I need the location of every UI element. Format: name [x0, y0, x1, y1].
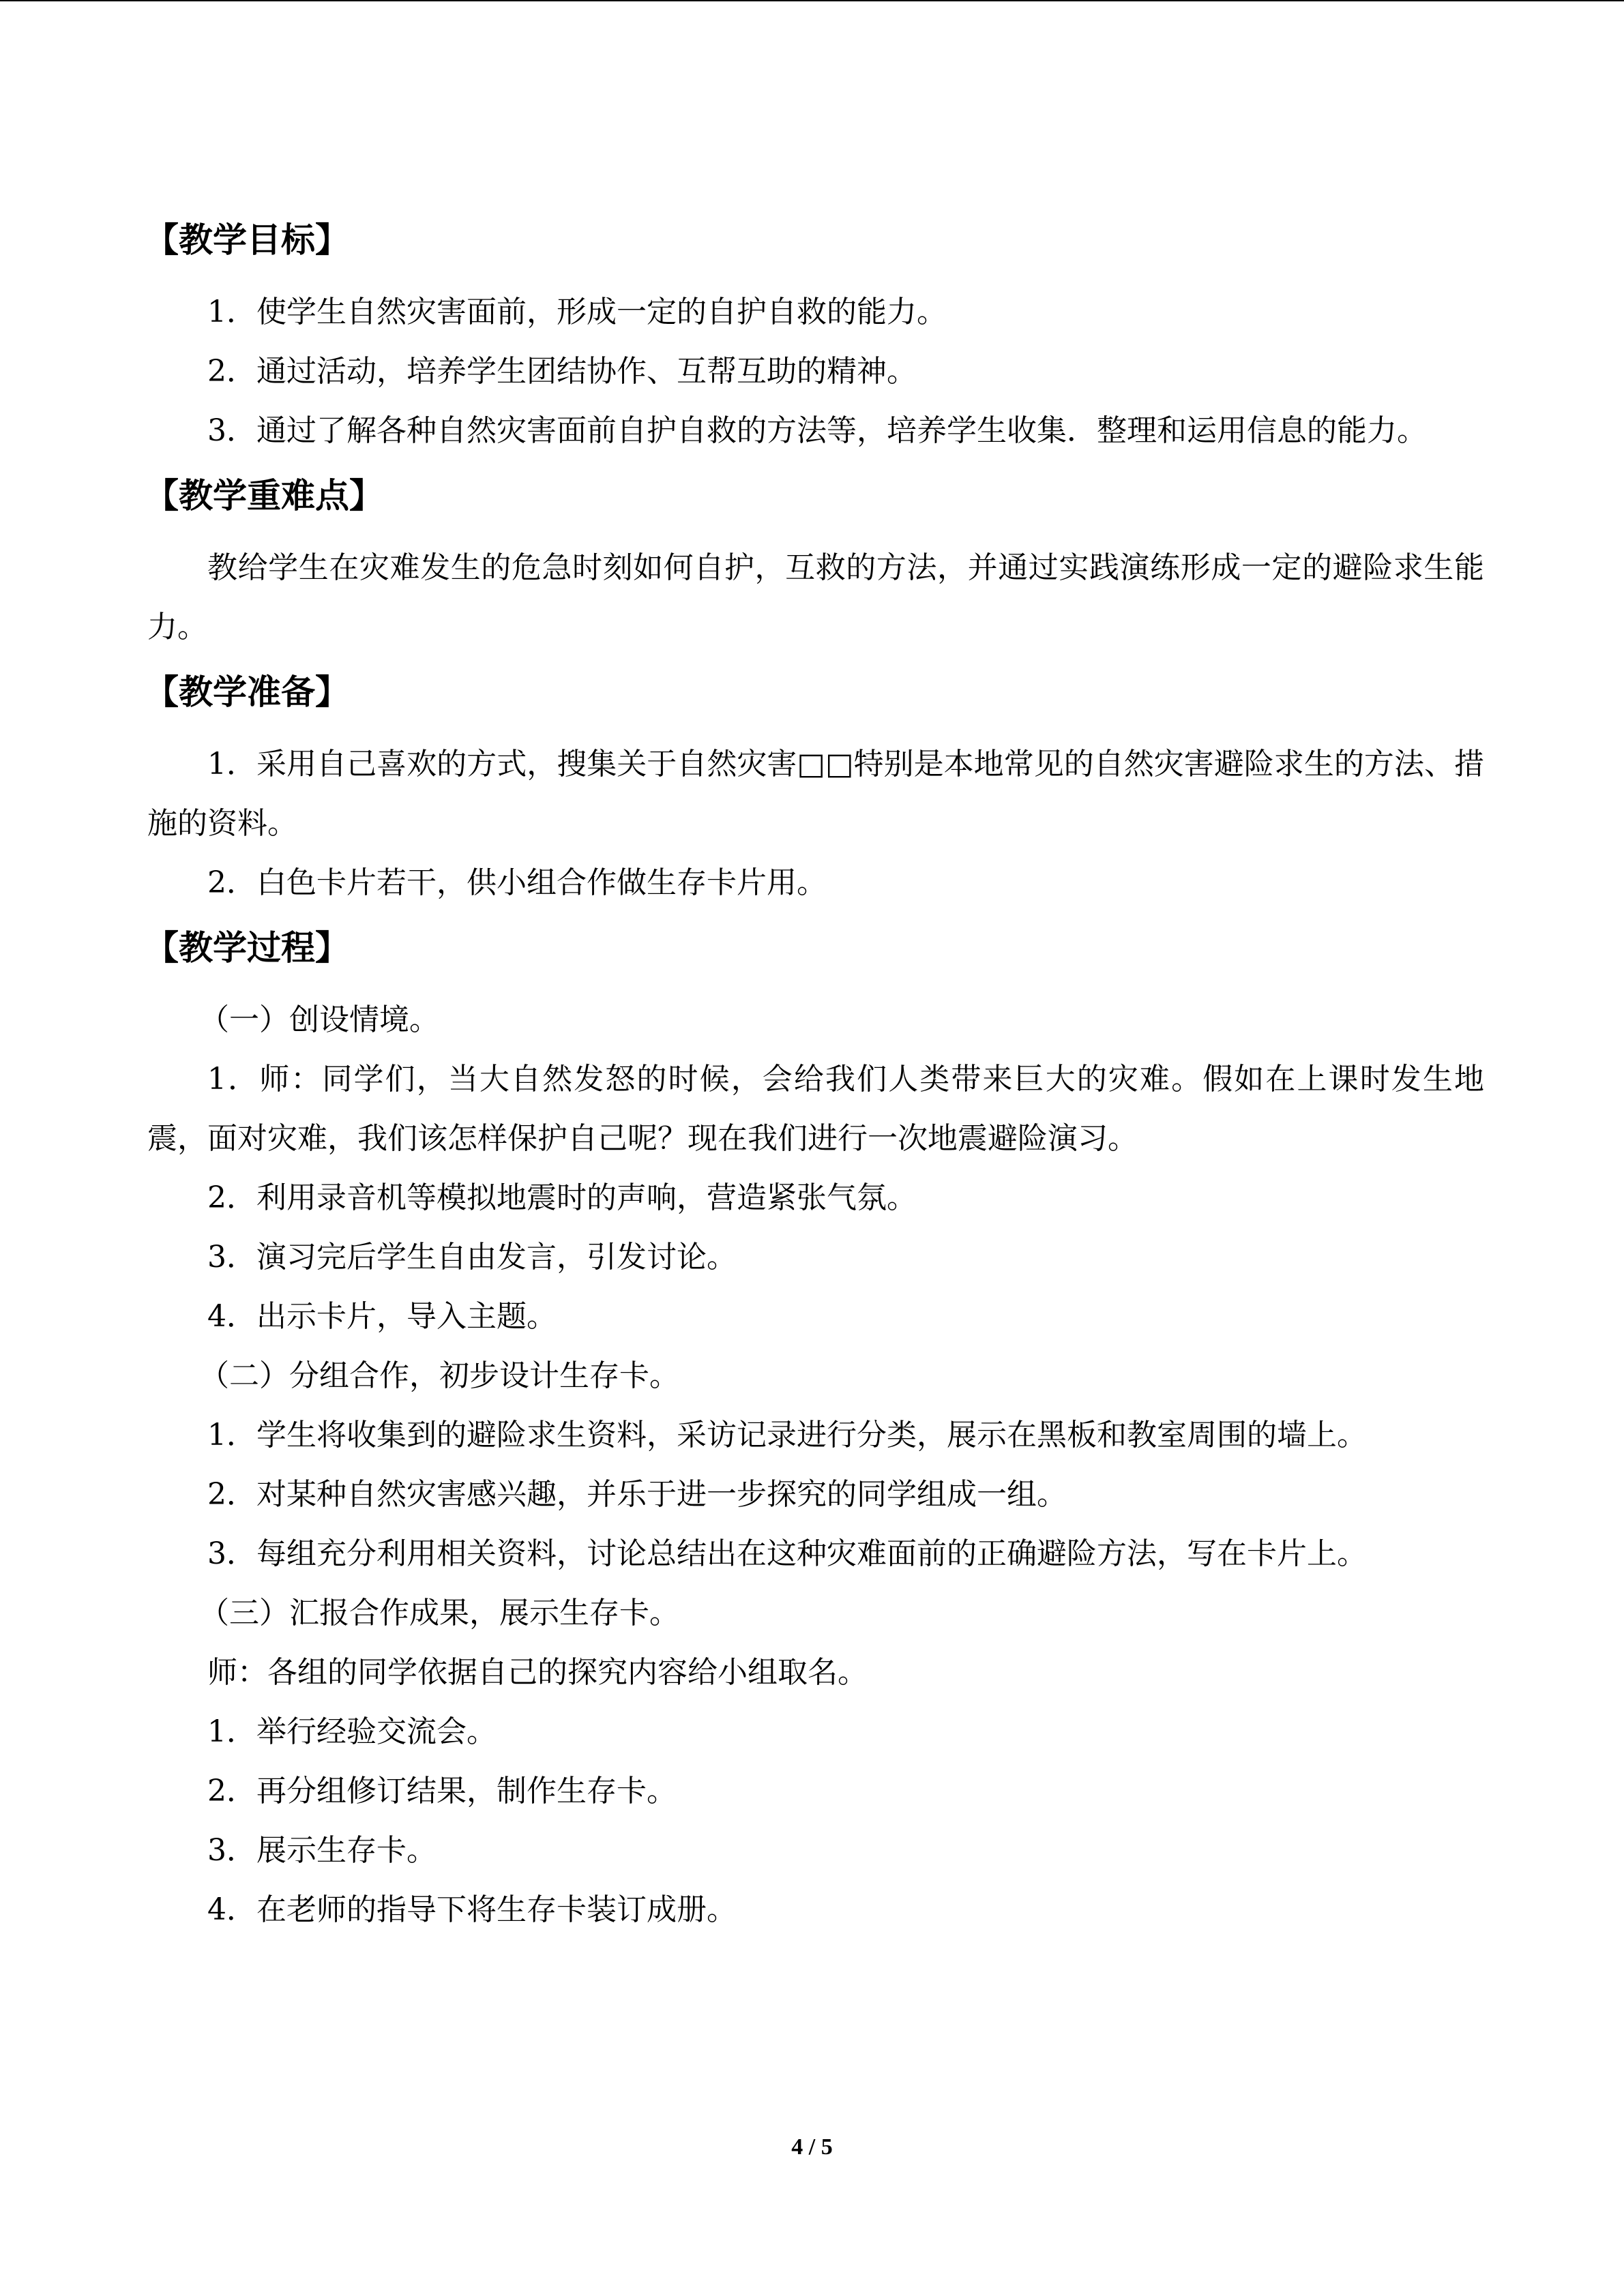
- objective-item-1: 1．使学生自然灾害面前，形成一定的自护自救的能力。: [207, 295, 947, 329]
- preparation-heading: 【教学准备】: [145, 672, 349, 712]
- document-body: [147, 205, 1484, 1939]
- process-part3-item-3: 3．展示生存卡。: [207, 1833, 437, 1868]
- process-part2-item-3: 3．每组充分利用相关资料，讨论总结出在这种灾难面前的正确避险方法，写在卡片上。: [207, 1536, 1367, 1571]
- process-part3-intro: 师：各组的同学依据自己的探究内容给小组取名。: [207, 1655, 868, 1690]
- process-part2-title: （二）分组合作，初步设计生存卡。: [199, 1358, 679, 1393]
- objective-item-2: 2．通过活动，培养学生团结协作、互帮互助的精神。: [207, 354, 917, 389]
- process-part3-title: （三）汇报合作成果，展示生存卡。: [199, 1596, 679, 1630]
- process-part1-item-2: 2．利用录音机等模拟地震时的声响，营造紧张气氛。: [207, 1180, 917, 1215]
- top-border-line: [0, 0, 1624, 1]
- process-part3-item-1: 1．举行经验交流会。: [207, 1714, 497, 1749]
- objective-item-3: 3．通过了解各种自然灾害面前自护自救的方法等，培养学生收集．整理和运用信息的能力。: [207, 413, 1427, 448]
- process-part1-item-4: 4．出示卡片，导入主题。: [207, 1299, 557, 1334]
- preparation-item-1: 1．采用自己喜欢的方式，搜集关于自然灾害□□特别是本地常见的自然灾害避险求生的方法、措施的资料。: [147, 747, 1484, 841]
- key-points-heading: 【教学重难点】: [145, 476, 383, 516]
- key-points-text: 教给学生在灾难发生的危急时刻如何自护，互救的方法，并通过实践演练形成一定的避险求生能力。: [147, 550, 1484, 644]
- process-part1-title: （一）创设情境。: [199, 1002, 439, 1037]
- objectives-heading: 【教学目标】: [145, 220, 349, 260]
- process-part2-item-1: 1．学生将收集到的避险求生资料，采访记录进行分类，展示在黑板和教室周围的墙上。: [207, 1418, 1367, 1452]
- process-part1-item-3: 3．演习完后学生自由发言，引发讨论。: [207, 1240, 737, 1274]
- process-part1-item-1: 1．师：同学们，当大自然发怒的时候，会给我们人类带来巨大的灾难。假如在上课时发生地震，面对灾难，我们该怎样保护自己呢？现在我们进行一次地震避险演习。: [147, 1062, 1484, 1156]
- page-number: 4 / 5: [791, 2134, 833, 2160]
- process-part3-item-4: 4．在老师的指导下将生存卡装订成册。: [207, 1892, 737, 1927]
- process-part3-item-2: 2．再分组修订结果，制作生存卡。: [207, 1774, 677, 1808]
- process-heading: 【教学过程】: [145, 928, 349, 968]
- process-part2-item-2: 2．对某种自然灾害感兴趣，并乐于进一步探究的同学组成一组。: [207, 1477, 1067, 1512]
- preparation-item-2: 2．白色卡片若干，供小组合作做生存卡片用。: [207, 865, 827, 900]
